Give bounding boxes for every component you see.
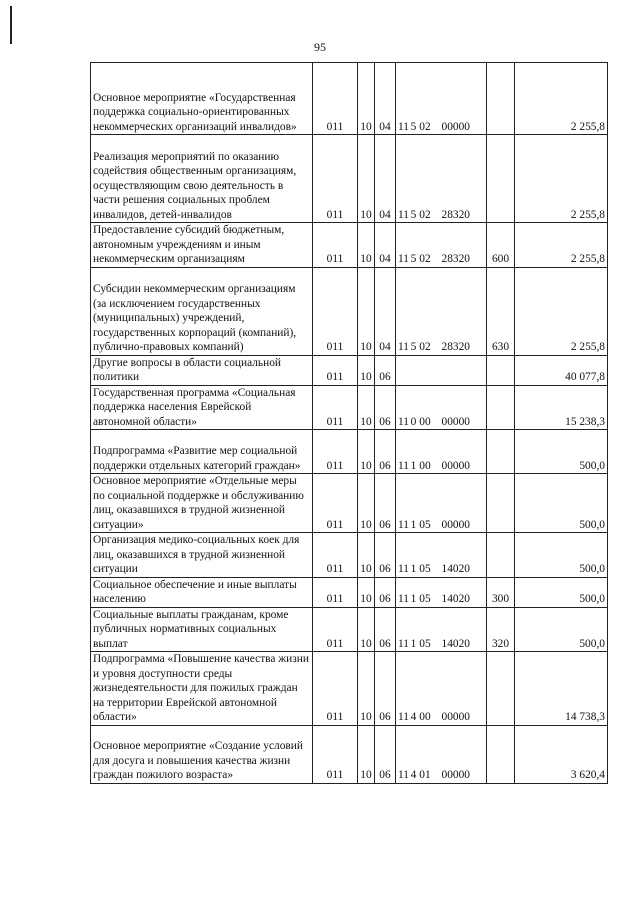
subsection-code-cell: 06 (375, 607, 396, 652)
ministry-code-cell: 011 (313, 63, 358, 135)
amount-cell: 2 255,8 (515, 223, 608, 268)
target-article-part: 14020 (441, 563, 470, 575)
amount-cell: 500,0 (515, 430, 608, 474)
expense-name-cell: Основное мероприятие «Государственная поддержка социально-ориентированных некоммерческих организаций инвалидов» (91, 63, 313, 135)
target-article-cell (396, 355, 487, 385)
target-article-cell (396, 652, 487, 726)
ministry-code-cell: 011 (313, 725, 358, 783)
target-article-part: 02 (419, 253, 431, 265)
target-article-cell (396, 223, 487, 268)
section-code-cell: 10 (358, 223, 375, 268)
section-code-cell: 10 (358, 385, 375, 430)
page-number: 95 (314, 40, 326, 54)
target-article-part: 00000 (441, 769, 470, 781)
subsection-code-cell: 06 (375, 725, 396, 783)
target-article-part: 11 (398, 253, 409, 265)
target-article-part: 14020 (441, 637, 470, 650)
target-article-part: 28320 (441, 208, 470, 221)
target-article-part: 1 (410, 518, 417, 531)
target-article-part: 00000 (441, 518, 470, 531)
expense-name-cell: Основное мероприятие «Создание условий для досуга и повышения качества жизни граждан пожилого возраста» (91, 725, 313, 783)
target-article-part: 05 (419, 563, 431, 575)
target-article-part: 5 (410, 208, 417, 221)
section-code-cell: 10 (358, 267, 375, 355)
target-article-part: 11 (398, 711, 409, 723)
section-code-cell: 10 (358, 474, 375, 533)
target-article-part: 11 (398, 120, 409, 133)
expense-type-cell (487, 355, 515, 385)
scan-edge-mark (10, 6, 12, 44)
ministry-code-cell: 011 (313, 577, 358, 607)
expense-type-cell: 320 (487, 607, 515, 652)
ministry-code-cell: 011 (313, 430, 358, 474)
target-article-cell (396, 607, 487, 652)
subsection-code-cell: 06 (375, 385, 396, 430)
target-article-part: 05 (419, 593, 431, 605)
ministry-code-cell: 011 (313, 652, 358, 726)
section-code-cell: 10 (358, 607, 375, 652)
expense-type-cell (487, 725, 515, 783)
target-article-part: 00 (419, 459, 431, 472)
target-article-part: 0 (410, 415, 417, 428)
subsection-code-cell: 04 (375, 223, 396, 268)
ministry-code-cell: 011 (313, 135, 358, 223)
amount-cell: 500,0 (515, 607, 608, 652)
section-code-cell: 10 (358, 725, 375, 783)
amount-cell: 40 077,8 (515, 355, 608, 385)
table-row (91, 430, 608, 474)
expense-type-cell (487, 474, 515, 533)
target-article-part: 02 (419, 208, 431, 221)
amount-cell: 15 238,3 (515, 385, 608, 430)
amount-cell: 2 255,8 (515, 267, 608, 355)
expense-name-cell: Социальное обеспечение и иные выплаты населению (91, 577, 313, 607)
ministry-code-cell: 011 (313, 223, 358, 268)
table-row (91, 725, 608, 783)
ministry-code-cell: 011 (313, 355, 358, 385)
expense-name-cell: Социальные выплаты гражданам, кроме публичных нормативных социальных выплат (91, 607, 313, 652)
target-article-part: 1 (410, 637, 417, 650)
target-article-part: 02 (419, 120, 431, 133)
budget-table-body (91, 63, 608, 784)
target-article-part: 1 (410, 593, 417, 605)
target-article-part: 11 (398, 459, 409, 472)
target-article-part: 11 (398, 769, 409, 781)
table-row (91, 223, 608, 268)
target-article-part: 11 (398, 563, 409, 575)
expense-name-cell: Реализация мероприятий по оказанию содействия общественным организациям, осуществляющим свою деятельность в части решения социальных проблем инвалидов, детей-инвалидов (91, 135, 313, 223)
target-article-part: 4 (410, 711, 417, 723)
section-code-cell: 10 (358, 577, 375, 607)
expense-name-cell: Другие вопросы в области социальной политики (91, 355, 313, 385)
target-article-part: 00000 (441, 459, 470, 472)
subsection-code-cell: 06 (375, 430, 396, 474)
target-article-cell (396, 385, 487, 430)
target-article-part: 00 (419, 711, 431, 723)
table-row (91, 577, 608, 607)
target-article-part: 11 (398, 637, 409, 650)
expense-name-cell: Организация медико-социальных коек для лиц, оказавшихся в трудной жизненной ситуации (91, 533, 313, 578)
target-article-part: 02 (419, 341, 431, 353)
expense-name-cell: Основное мероприятие «Отдельные меры по социальной поддержке и обслуживанию лиц, оказавшихся в трудной жизненной ситуации» (91, 474, 313, 533)
expense-name-cell: Подпрограмма «Развитие мер социальной поддержки отдельных категорий граждан» (91, 430, 313, 474)
target-article-part: 05 (419, 518, 431, 531)
table-row (91, 607, 608, 652)
target-article-part: 14020 (441, 593, 470, 605)
expense-name-cell: Государственная программа «Социальная поддержка населения Еврейской автономной области» (91, 385, 313, 430)
expense-name-cell: Предоставление субсидий бюджетным, автономным учреждениям и иным некоммерческим организациям (91, 223, 313, 268)
subsection-code-cell: 04 (375, 63, 396, 135)
target-article-part: 11 (398, 341, 409, 353)
target-article-part: 05 (419, 637, 431, 650)
ministry-code-cell: 011 (313, 607, 358, 652)
amount-cell: 14 738,3 (515, 652, 608, 726)
target-article-part: 11 (398, 208, 409, 221)
table-row (91, 135, 608, 223)
subsection-code-cell: 06 (375, 652, 396, 726)
target-article-cell (396, 533, 487, 578)
expense-type-cell (487, 135, 515, 223)
ministry-code-cell: 011 (313, 385, 358, 430)
table-row (91, 533, 608, 578)
section-code-cell: 10 (358, 652, 375, 726)
table-row (91, 474, 608, 533)
amount-cell: 500,0 (515, 533, 608, 578)
target-article-part: 01 (419, 769, 431, 781)
target-article-part: 00000 (441, 120, 470, 133)
section-code-cell: 10 (358, 355, 375, 385)
expense-type-cell: 300 (487, 577, 515, 607)
amount-cell: 500,0 (515, 474, 608, 533)
target-article-part: 5 (410, 253, 417, 265)
target-article-part: 28320 (441, 253, 470, 265)
table-row (91, 385, 608, 430)
ministry-code-cell: 011 (313, 533, 358, 578)
target-article-cell (396, 63, 487, 135)
subsection-code-cell: 06 (375, 355, 396, 385)
target-article-cell (396, 577, 487, 607)
expense-type-cell (487, 430, 515, 474)
subsection-code-cell: 06 (375, 577, 396, 607)
target-article-cell (396, 474, 487, 533)
expense-type-cell (487, 63, 515, 135)
target-article-part: 00 (419, 415, 431, 428)
target-article-part: 11 (398, 415, 409, 428)
section-code-cell: 10 (358, 135, 375, 223)
table-row (91, 652, 608, 726)
expense-type-cell (487, 385, 515, 430)
ministry-code-cell: 011 (313, 267, 358, 355)
target-article-part: 28320 (441, 341, 470, 353)
expense-name-cell: Субсидии некоммерческим организациям (за исключением государственных (муниципальных) учреждений, государственных корпораций (компаний), публично-правовых компаний) (91, 267, 313, 355)
table-row (91, 355, 608, 385)
amount-cell: 2 255,8 (515, 63, 608, 135)
target-article-part: 4 (410, 769, 417, 781)
table-row (91, 63, 608, 135)
target-article-part: 11 (398, 593, 409, 605)
section-code-cell: 10 (358, 533, 375, 578)
target-article-part: 5 (410, 120, 417, 133)
target-article-part: 00000 (441, 415, 470, 428)
expense-name-cell: Подпрограмма «Повышение качества жизни и уровня доступности среды жизнедеятельности для пожилых граждан на территории Еврейской автономной области» (91, 652, 313, 726)
table-row (91, 267, 608, 355)
expense-type-cell: 600 (487, 223, 515, 268)
subsection-code-cell: 04 (375, 267, 396, 355)
expense-type-cell (487, 533, 515, 578)
amount-cell: 2 255,8 (515, 135, 608, 223)
target-article-part: 1 (410, 459, 417, 472)
amount-cell: 500,0 (515, 577, 608, 607)
amount-cell: 3 620,4 (515, 725, 608, 783)
target-article-part: 5 (410, 341, 417, 353)
ministry-code-cell: 011 (313, 474, 358, 533)
subsection-code-cell: 04 (375, 135, 396, 223)
subsection-code-cell: 06 (375, 474, 396, 533)
section-code-cell: 10 (358, 430, 375, 474)
target-article-cell (396, 135, 487, 223)
target-article-cell (396, 430, 487, 474)
budget-table (90, 62, 608, 784)
section-code-cell: 10 (358, 63, 375, 135)
target-article-part: 11 (398, 518, 409, 531)
expense-type-cell: 630 (487, 267, 515, 355)
target-article-cell (396, 725, 487, 783)
expense-type-cell (487, 652, 515, 726)
target-article-part: 1 (410, 563, 417, 575)
target-article-cell (396, 267, 487, 355)
subsection-code-cell: 06 (375, 533, 396, 578)
target-article-part: 00000 (441, 711, 470, 723)
